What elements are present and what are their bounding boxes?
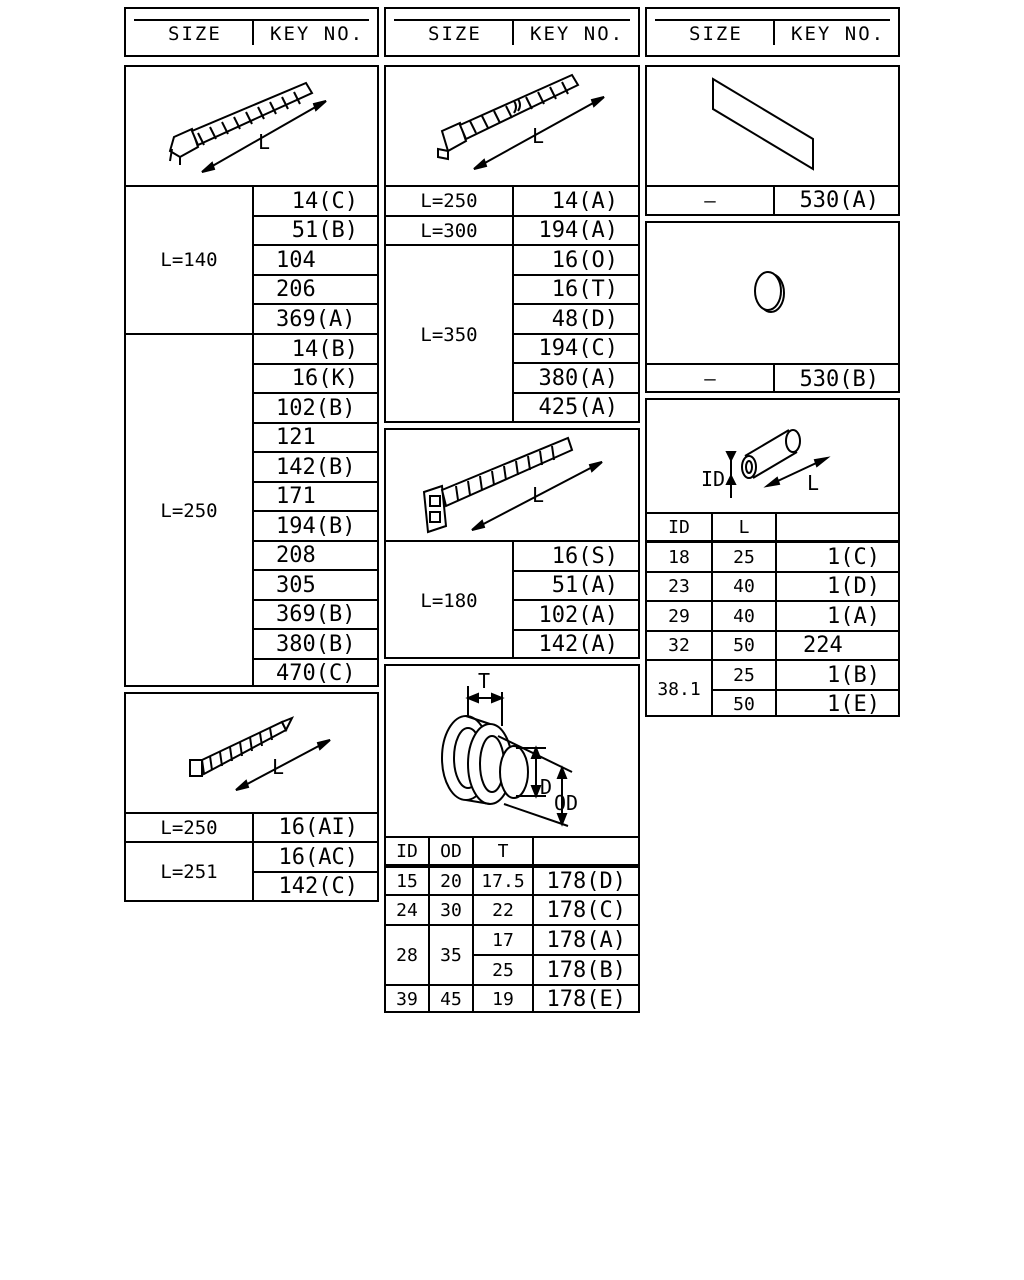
tube-length: 40 [733,576,755,597]
key-number: 14(A) [551,188,618,214]
key-number: 16(AC) [278,844,358,870]
key-number: 425(A) [538,395,618,420]
key-number: 104 [276,247,316,273]
cable-tie-illustration [126,694,377,812]
size-label: L=350 [420,323,478,346]
dimension-l-label: L [532,124,545,148]
column-header-id: ID [396,840,418,862]
column-header-l: L [738,516,750,538]
cable-tie-table-2 [124,692,379,902]
key-number: 51(A) [551,573,618,598]
column-header-key [534,838,638,864]
tube-table [645,398,900,717]
key-number: 1(D) [827,574,880,599]
key-number: 530(B) [799,366,879,392]
key-number: 380(B) [276,631,356,657]
grommet-od: 30 [440,899,462,921]
key-number: 1(E) [827,691,880,717]
size-label: L=251 [160,860,218,883]
key-number: 369(B) [276,601,356,627]
header-size-label: SIZE [428,23,482,45]
dimension-d-label: D [540,775,553,799]
grommet-od: 45 [440,988,462,1010]
key-number: 1(C) [827,544,880,570]
cable-tie-illustration [386,67,638,185]
key-number: 380(A) [538,365,618,391]
tape-sheet-illustration [647,67,898,185]
dimension-od-label: OD [554,791,579,815]
cable-tie-table-3 [384,65,640,423]
size-label: L=140 [160,249,218,271]
tube-length: 25 [733,664,755,686]
size-label: L=300 [420,219,478,242]
grommet-id: 15 [396,870,418,892]
header-col3 [645,7,900,57]
dimension-l-label: L [532,483,545,507]
key-number: 102(A) [538,602,618,628]
key-number: 530(A) [799,188,879,213]
key-number: 178(C) [546,897,626,923]
key-number: 16(K) [291,365,358,391]
grommet-od: 35 [440,944,462,966]
tube-length: 50 [733,635,755,656]
key-number: 142(C) [278,874,358,899]
key-number: 142(B) [276,454,356,480]
key-number: 14(B) [291,336,358,362]
grommet-t: 17 [492,929,514,951]
dimension-t-label: T [478,669,491,693]
key-number: 16(T) [551,277,618,302]
size-label: L=250 [420,190,478,212]
size-label: L=180 [420,589,478,612]
cap-table [645,221,900,393]
size-label: L=250 [160,500,218,522]
grommet-t: 22 [492,899,514,921]
grommet-id: 28 [396,944,418,966]
cable-tie-mount-illustration [386,430,638,542]
key-number: 194(A) [538,218,618,243]
key-number: 369(A) [276,306,356,332]
tube-length: 50 [733,693,755,715]
key-number: 224 [803,633,843,658]
key-number: 305 [276,572,316,598]
grommet-t: 25 [492,959,514,981]
header-col1 [124,7,379,57]
cable-tie-table-1 [124,65,379,687]
key-number: 178(A) [546,927,626,953]
column-header-t: T [497,840,509,862]
header-size-label: SIZE [689,23,743,45]
key-number: 470(C) [276,660,356,686]
key-number: 178(B) [546,957,626,983]
grommet-od: 20 [440,870,462,892]
key-number: 16(S) [551,543,618,569]
key-number: 1(A) [827,603,880,629]
column-header-id: ID [668,516,690,538]
key-number: 48(D) [551,306,618,332]
tube-id: 32 [668,635,690,656]
key-number: 178(E) [546,986,626,1012]
grommet-id: 24 [396,899,418,921]
column-header-od: OD [440,840,462,862]
key-number: 14(C) [291,188,358,214]
grommet-table [384,664,640,1013]
header-col2 [384,7,640,57]
key-number: 194(C) [538,336,618,361]
key-number: 16(O) [551,247,618,273]
key-number: 178(D) [546,868,626,894]
key-number: 208 [276,542,316,568]
tube-illustration [647,400,898,512]
key-number: 194(B) [276,513,356,539]
cable-tie-table-4 [384,428,640,659]
key-number: 142(A) [538,632,618,657]
header-size-label: SIZE [168,23,222,45]
key-number: 1(B) [827,662,880,688]
round-cap-illustration [647,223,898,363]
key-number: 16(AI) [278,815,358,840]
size-label: — [704,189,716,212]
cable-tie-illustration [126,67,377,185]
key-number: 171 [276,483,316,509]
dimension-l-label: L [272,755,285,779]
tape-table [645,65,900,216]
tube-id: 38.1 [657,678,701,700]
dimension-id-label: ID [701,467,726,491]
tube-id: 18 [668,546,690,568]
size-label: — [704,368,716,390]
key-number: 51(B) [291,217,358,243]
tube-length: 40 [733,605,755,627]
grommet-t: 19 [492,988,514,1010]
key-number: 206 [276,276,316,302]
header-key-label: KEY NO. [270,23,365,45]
key-number: 121 [276,424,316,450]
grommet-illustration [386,666,638,836]
tube-id: 23 [668,576,690,597]
tube-length: 25 [733,546,755,568]
header-key-label: KEY NO. [530,23,625,45]
grommet-id: 39 [396,988,418,1010]
column-header-key [777,514,898,540]
tube-id: 29 [668,605,690,627]
dimension-l-label: L [258,130,271,154]
dimension-l-label: L [807,471,820,495]
header-key-label: KEY NO. [791,23,886,45]
grommet-t: 17.5 [481,870,525,892]
key-number: 102(B) [276,395,356,421]
size-label: L=250 [160,816,218,839]
